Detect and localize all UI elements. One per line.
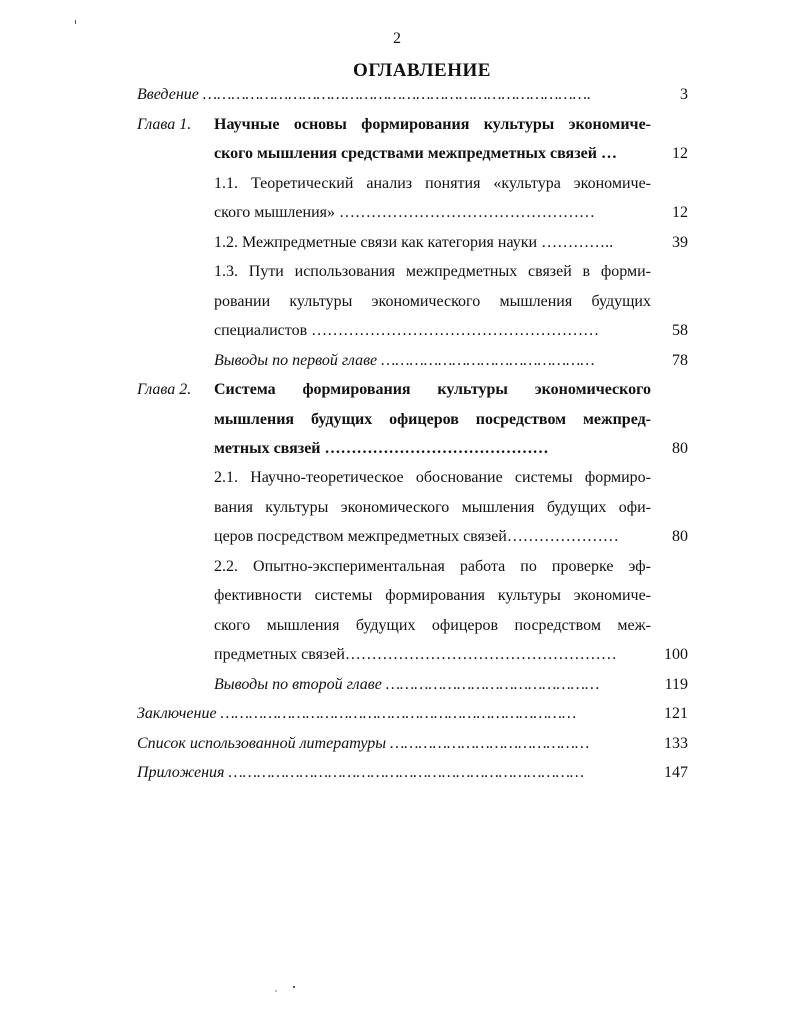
toc-entry-chapter1-conclusions[interactable]: [214, 351, 595, 371]
scan-speck: [293, 986, 295, 988]
toc-page-number: 119: [664, 676, 688, 693]
toc-page-number: 12: [672, 204, 688, 221]
toc-page-number: 133: [664, 735, 688, 752]
toc-section-line[interactable]: церов посредством межпредметных связей…………………: [214, 528, 619, 545]
toc-chapter-label: Глава 1.: [137, 116, 192, 133]
toc-leader-dots: …………………………………………………………………: [220, 705, 577, 722]
toc-chapter-title-line[interactable]: Научные основы формирования культуры экономиче-: [214, 116, 651, 133]
toc-page-number: 80: [672, 440, 688, 457]
toc-chapter-title-line[interactable]: мышления будущих офицеров посредством межпред-: [214, 411, 651, 428]
toc-entry-label: Приложения: [137, 764, 225, 781]
toc-chapter-title-line[interactable]: ского мышления средствами межпредметных связей …: [214, 145, 617, 162]
toc-page-number: 58: [672, 322, 688, 339]
toc-chapter-title-line[interactable]: Система формирования культуры экономического: [214, 381, 651, 398]
toc-page-number: 100: [664, 646, 688, 663]
toc-page-number: 39: [672, 234, 688, 251]
toc-section-line[interactable]: 1.2. Межпредметные связи как категория науки …………..: [214, 234, 614, 251]
toc-page-number: 121: [664, 705, 688, 722]
page-title: ОГЛАВЛЕНИЕ: [353, 60, 491, 81]
toc-section-line[interactable]: вания культуры экономического мышления будущих офи-: [214, 499, 651, 516]
toc-leader-dots: …………………………………………………………………: [228, 764, 585, 781]
toc-leader-dots: ………………………………………: [381, 352, 595, 369]
scan-speck: [75, 20, 76, 24]
toc-section-line[interactable]: 1.3. Пути использования межпредметных связей в форми-: [214, 263, 651, 280]
toc-leader-dots: ………………………………………: [385, 676, 600, 693]
toc-entry-label: Список использованной литературы: [137, 735, 387, 752]
toc-entry-label: Выводы по второй главе: [214, 676, 382, 693]
toc-section-line[interactable]: 2.2. Опытно-экспериментальная работа по проверке эф-: [214, 558, 651, 575]
toc-section-line[interactable]: ского мышления» …………………………………………: [214, 204, 595, 221]
toc-page-number: 12: [672, 145, 688, 162]
toc-chapter-title-line[interactable]: метных связей ……………………………………: [214, 440, 549, 457]
toc-entry-chapter2-conclusions[interactable]: [214, 675, 599, 695]
toc-entry-label: Выводы по первой главе: [214, 352, 378, 369]
toc-entry-conclusion[interactable]: [137, 704, 576, 724]
toc-section-line[interactable]: 2.1. Научно-теоретическое обоснование системы формиро-: [214, 469, 651, 486]
toc-page-number: 80: [672, 528, 688, 545]
toc-entry-label: Заключение: [137, 705, 217, 722]
toc-chapter-label: Глава 2.: [137, 381, 192, 398]
toc-page-number: 78: [672, 352, 688, 369]
toc-entry-label: Введение: [137, 86, 199, 103]
toc-leader-dots: ……………………………………: [390, 735, 590, 752]
toc-section-line[interactable]: 1.1. Теоретический анализ понятия «культура экономиче-: [214, 175, 651, 192]
toc-section-line[interactable]: предметных связей……………………………………………: [214, 646, 617, 663]
toc-section-line[interactable]: фективности системы формирования культуры экономиче-: [214, 587, 651, 604]
toc-section-line[interactable]: ского мышления будущих офицеров посредством меж-: [214, 617, 651, 634]
toc-entry-intro[interactable]: [137, 85, 647, 105]
toc-section-line[interactable]: специалистов ………………………………………………: [214, 322, 600, 339]
toc-entry-appendix[interactable]: [137, 763, 584, 783]
page-number: 2: [393, 30, 401, 47]
scan-speck: [275, 990, 277, 992]
toc-entry-references[interactable]: [137, 734, 589, 754]
toc-page-number: 147: [664, 764, 688, 781]
toc-leader-dots: ……………………………………………………………………….: [202, 86, 591, 103]
toc-section-line[interactable]: ровании культуры экономического мышления будущих: [214, 293, 651, 310]
toc-page-number: 3: [680, 86, 688, 103]
